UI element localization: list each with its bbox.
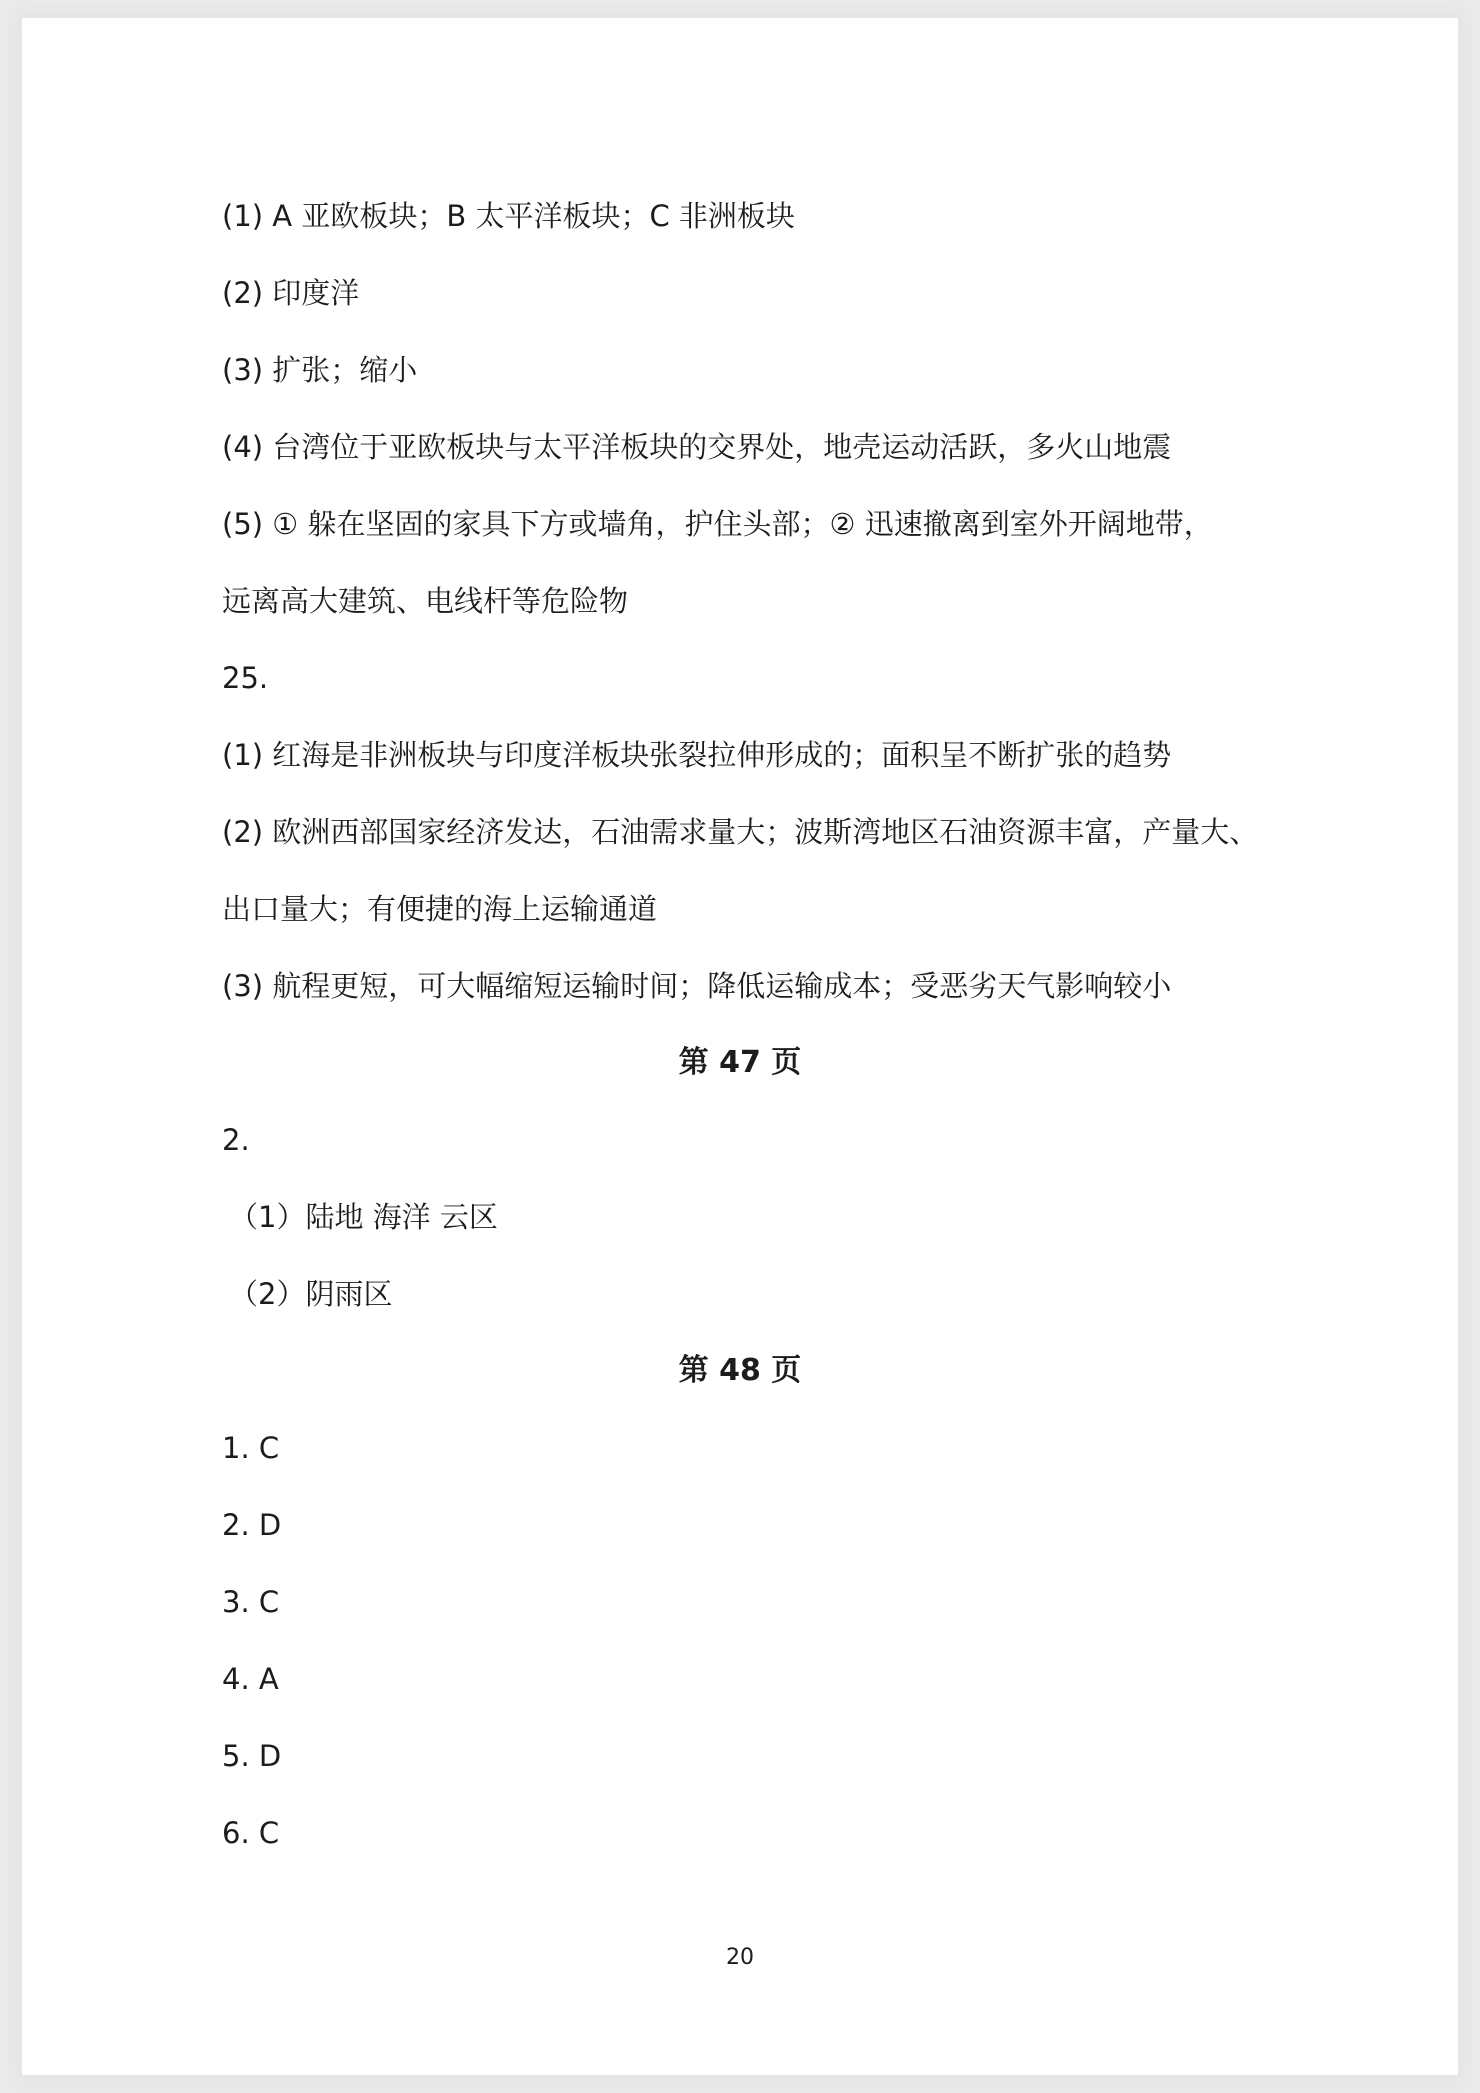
- page-47-question-number: 2.: [222, 1123, 250, 1157]
- answer-list-item: 6. C: [222, 1816, 280, 1850]
- answer-25-part-3: (3) 航程更短，可大幅缩短运输时间；降低运输成本；受恶劣天气影响较小: [222, 969, 1172, 1003]
- answer-24-part-5-line-2: 远离高大建筑、电线杆等危险物: [222, 584, 629, 618]
- answer-24-part-2: (2) 印度洋: [222, 276, 360, 310]
- question-25-number: 25.: [222, 661, 269, 695]
- answer-24-part-3: (3) 扩张；缩小: [222, 353, 418, 387]
- answer-list-item: 2. D: [222, 1508, 282, 1542]
- answer-24-part-1: (1) A 亚欧板块；B 太平洋板块；C 非洲板块: [222, 199, 795, 233]
- answer-list-item: 3. C: [222, 1585, 280, 1619]
- answer-25-part-2-line-1: (2) 欧洲西部国家经济发达，石油需求量大；波斯湾地区石油资源丰富，产量大、: [222, 815, 1259, 849]
- answer-list-item: 4. A: [222, 1662, 279, 1696]
- answer-24-part-5-line-1: (5) ① 躲在坚固的家具下方或墙角，护住头部；② 迅速撤离到室外开阔地带，: [222, 507, 1213, 541]
- document-page: [22, 18, 1458, 2075]
- page-47-heading: 第 47 页: [678, 1045, 802, 1080]
- answer-list-item: 5. D: [222, 1739, 282, 1773]
- answer-24-part-4: (4) 台湾位于亚欧板块与太平洋板块的交界处，地壳运动活跃，多火山地震: [222, 430, 1172, 464]
- page-47-answer-part-2: （2）阴雨区: [229, 1277, 393, 1311]
- answer-25-part-1: (1) 红海是非洲板块与印度洋板块张裂拉伸形成的；面积呈不断扩张的趋势: [222, 738, 1172, 772]
- page-47-answer-part-1: （1）陆地 海洋 云区: [229, 1200, 498, 1234]
- answer-list-item: 1. C: [222, 1431, 280, 1465]
- answer-25-part-2-line-2: 出口量大；有便捷的海上运输通道: [222, 892, 658, 926]
- page-48-heading: 第 48 页: [678, 1353, 802, 1388]
- page-number: 20: [726, 1945, 754, 1970]
